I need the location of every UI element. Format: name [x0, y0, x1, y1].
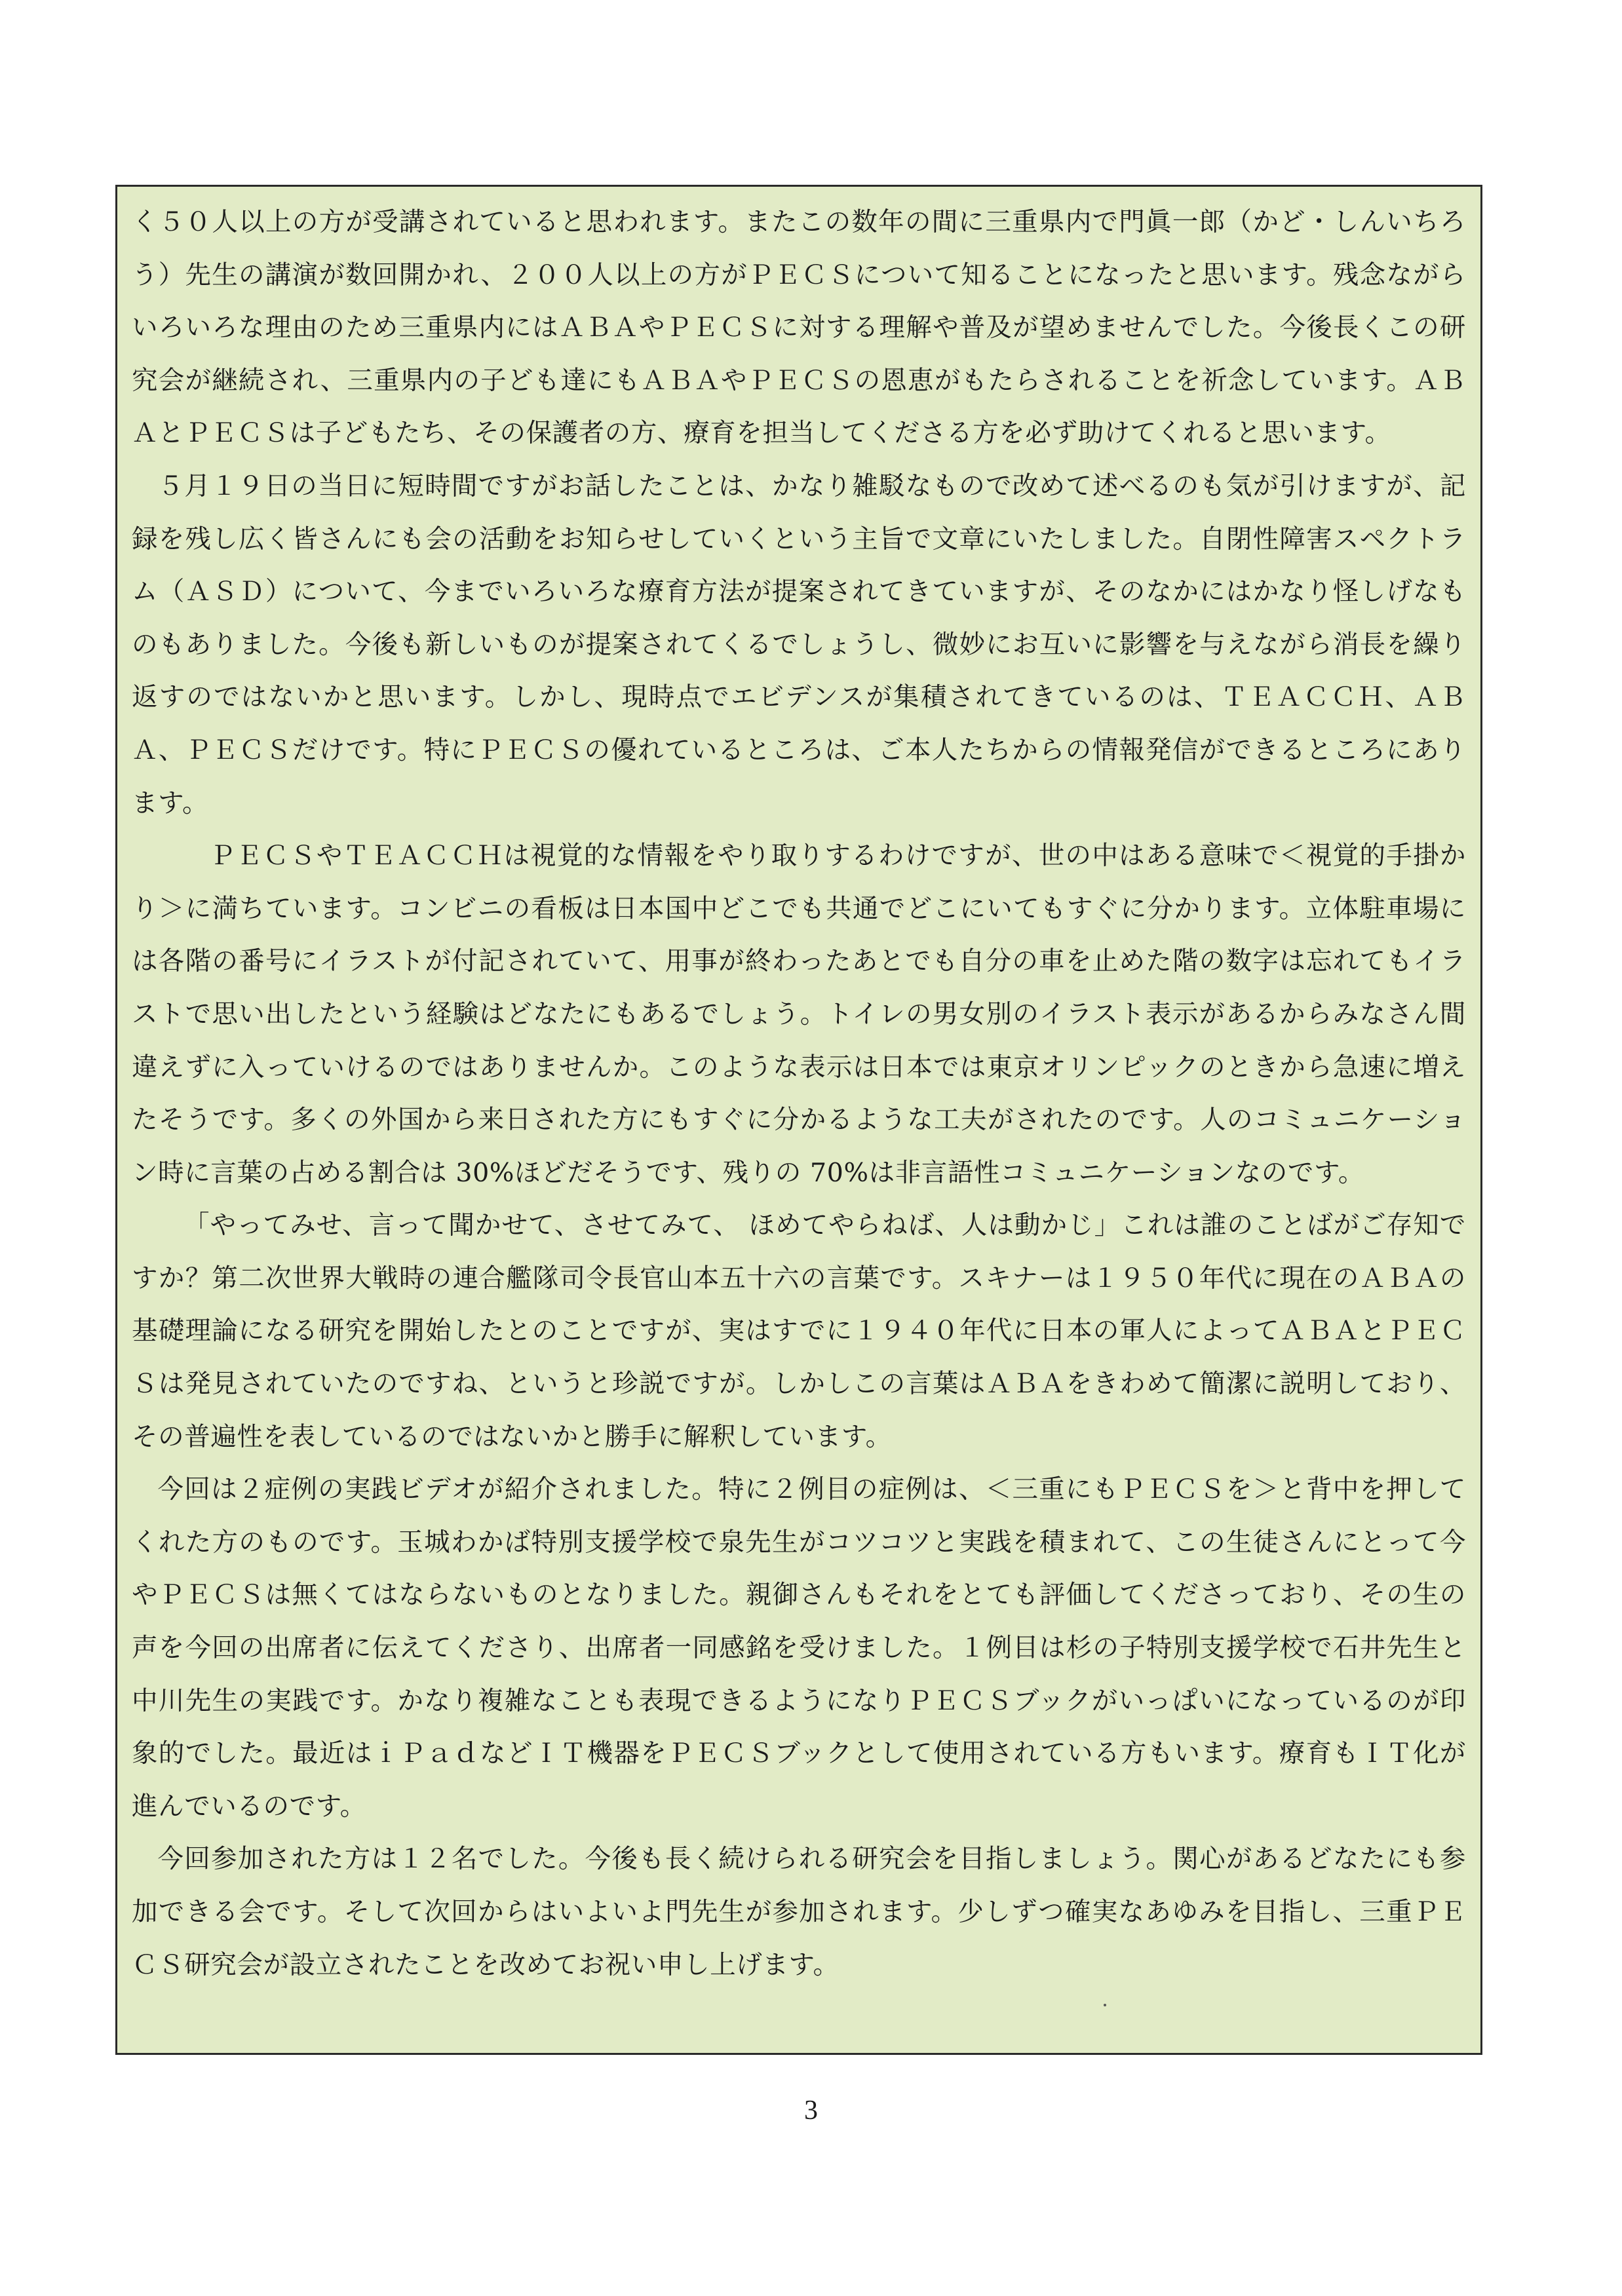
- paragraph-2: ５月１９日の当日に短時間ですがお話したことは、かなり雑駁なもので改めて述べるのも気が引けますが、記録を残し広く皆さんにも会の活動をお知らせしていくという主旨で文章にいたしました。自閉性障害スペクトラム（ＡＳＤ）について、今までいろいろな療育方法が提案されてきていますが、そのなかにはかなり怪しげなものもありました。今後も新しいものが提案されてくるでしょうし、微妙にお互いに影響を与えながら消長を繰り返すのではないかと思います。しかし、現時点でエビデンスが集積されてきているのは、ＴＥＡＣＣＨ、ＡＢＡ、ＰＥＣＳだけです。特にＰＥＣＳの優れているところは、ご本人たちからの情報発信ができるところにあります。: [132, 470, 1466, 818]
- highlighted-text-box: [115, 185, 1482, 2055]
- paragraph-6: 今回参加された方は１２名でした。今後も長く続けられる研究会を目指しましょう。関心があるどなたにも参加できる会です。そして次回からはいよいよ門先生が参加されます。少しずつ確実なあゆみを目指し、三重ＰＥＣＳ研究会が設立されたことを改めてお祝い申し上げます。: [132, 1844, 1466, 1980]
- paragraph-1: く５０人以上の方が受講されていると思われます。またこの数年の間に三重県内で門眞一郎（かど・しんいちろう）先生の講演が数回開かれ、２００人以上の方がＰＥＣＳについて知ることになったと思います。残念ながらいろいろな理由のため三重県内にはＡＢＡやＰＥＣＳに対する理解や普及が望めませんでした。今後長くこの研究会が継続され、三重県内の子ども達にもＡＢＡやＰＥＣＳの恩恵がもたらされることを祈念しています。ＡＢＡとＰＥＣＳは子どもたち、その保護者の方、療育を担当してくださる方を必ず助けてくれると思います。: [132, 207, 1466, 449]
- paragraph-3: ＰＥＣＳやＴＥＡＣＣＨは視覚的な情報をやり取りするわけですが、世の中はある意味で＜視覚的手掛かり＞に満ちています。コンビニの看板は日本国中どこでも共通でどこにいてもすぐに分かります。立体駐車場には各階の番号にイラストが付記されていて、用事が終わったあとでも自分の車を止めた階の数字は忘れてもイラストで思い出したという経験はどなたにもあるでしょう。トイレの男女別のイラスト表示があるからみなさん間違えずに入っていけるのではありませんか。このような表示は日本では東京オリンピックのときから急速に増えたそうです。多くの外国から来日された方にもすぐに分かるような工夫がされたのです。人のコミュニケーション時に言葉の占める割合は 30%ほどだそうです、残りの 70%は非言語性コミュニケーションなのです。: [132, 841, 1466, 1188]
- page-number: 3: [804, 2095, 818, 2126]
- paragraph-5: 今回は２症例の実践ビデオが紹介されました。特に２例目の症例は、＜三重にもＰＥＣＳを＞と背中を押してくれた方のものです。玉城わかば特別支援学校で泉先生がコツコツと実践を積まれて、この生徒さんにとって今やＰＥＣＳは無くてはならないものとなりました。親御さんもそれをとても評価してくださっており、その生の声を今回の出席者に伝えてくださり、出席者一同感銘を受けました。１例目は杉の子特別支援学校で石井先生と中川先生の実践です。かなり複雑なことも表現できるようになりＰＥＣＳブックがいっぱいになっているのが印象的でした。最近はｉＰａｄなどＩＴ機器をＰＥＣＳブックとして使用されている方もいます。療育もＩＴ化が進んでいるのです。: [132, 1474, 1466, 1822]
- stray-dot-mark: [1104, 2004, 1106, 2006]
- paragraph-4: 「やってみせ、言って聞かせて、させてみて、 ほめてやらねば、人は動かじ」これは誰のことばがご存知ですか？第二次世界大戦時の連合艦隊司令長官山本五十六の言葉です。スキナーは１９５０年代に現在のＡＢＡの基礎理論になる研究を開始したとのことですが、実はすでに１９４０年代に日本の軍人によってＡＢＡとＰＥＣＳは発見されていたのですね、というと珍説ですが。しかしこの言葉はＡＢＡをきわめて簡潔に説明しており、その普遍性を表しているのではないかと勝手に解釈しています。: [132, 1210, 1466, 1452]
